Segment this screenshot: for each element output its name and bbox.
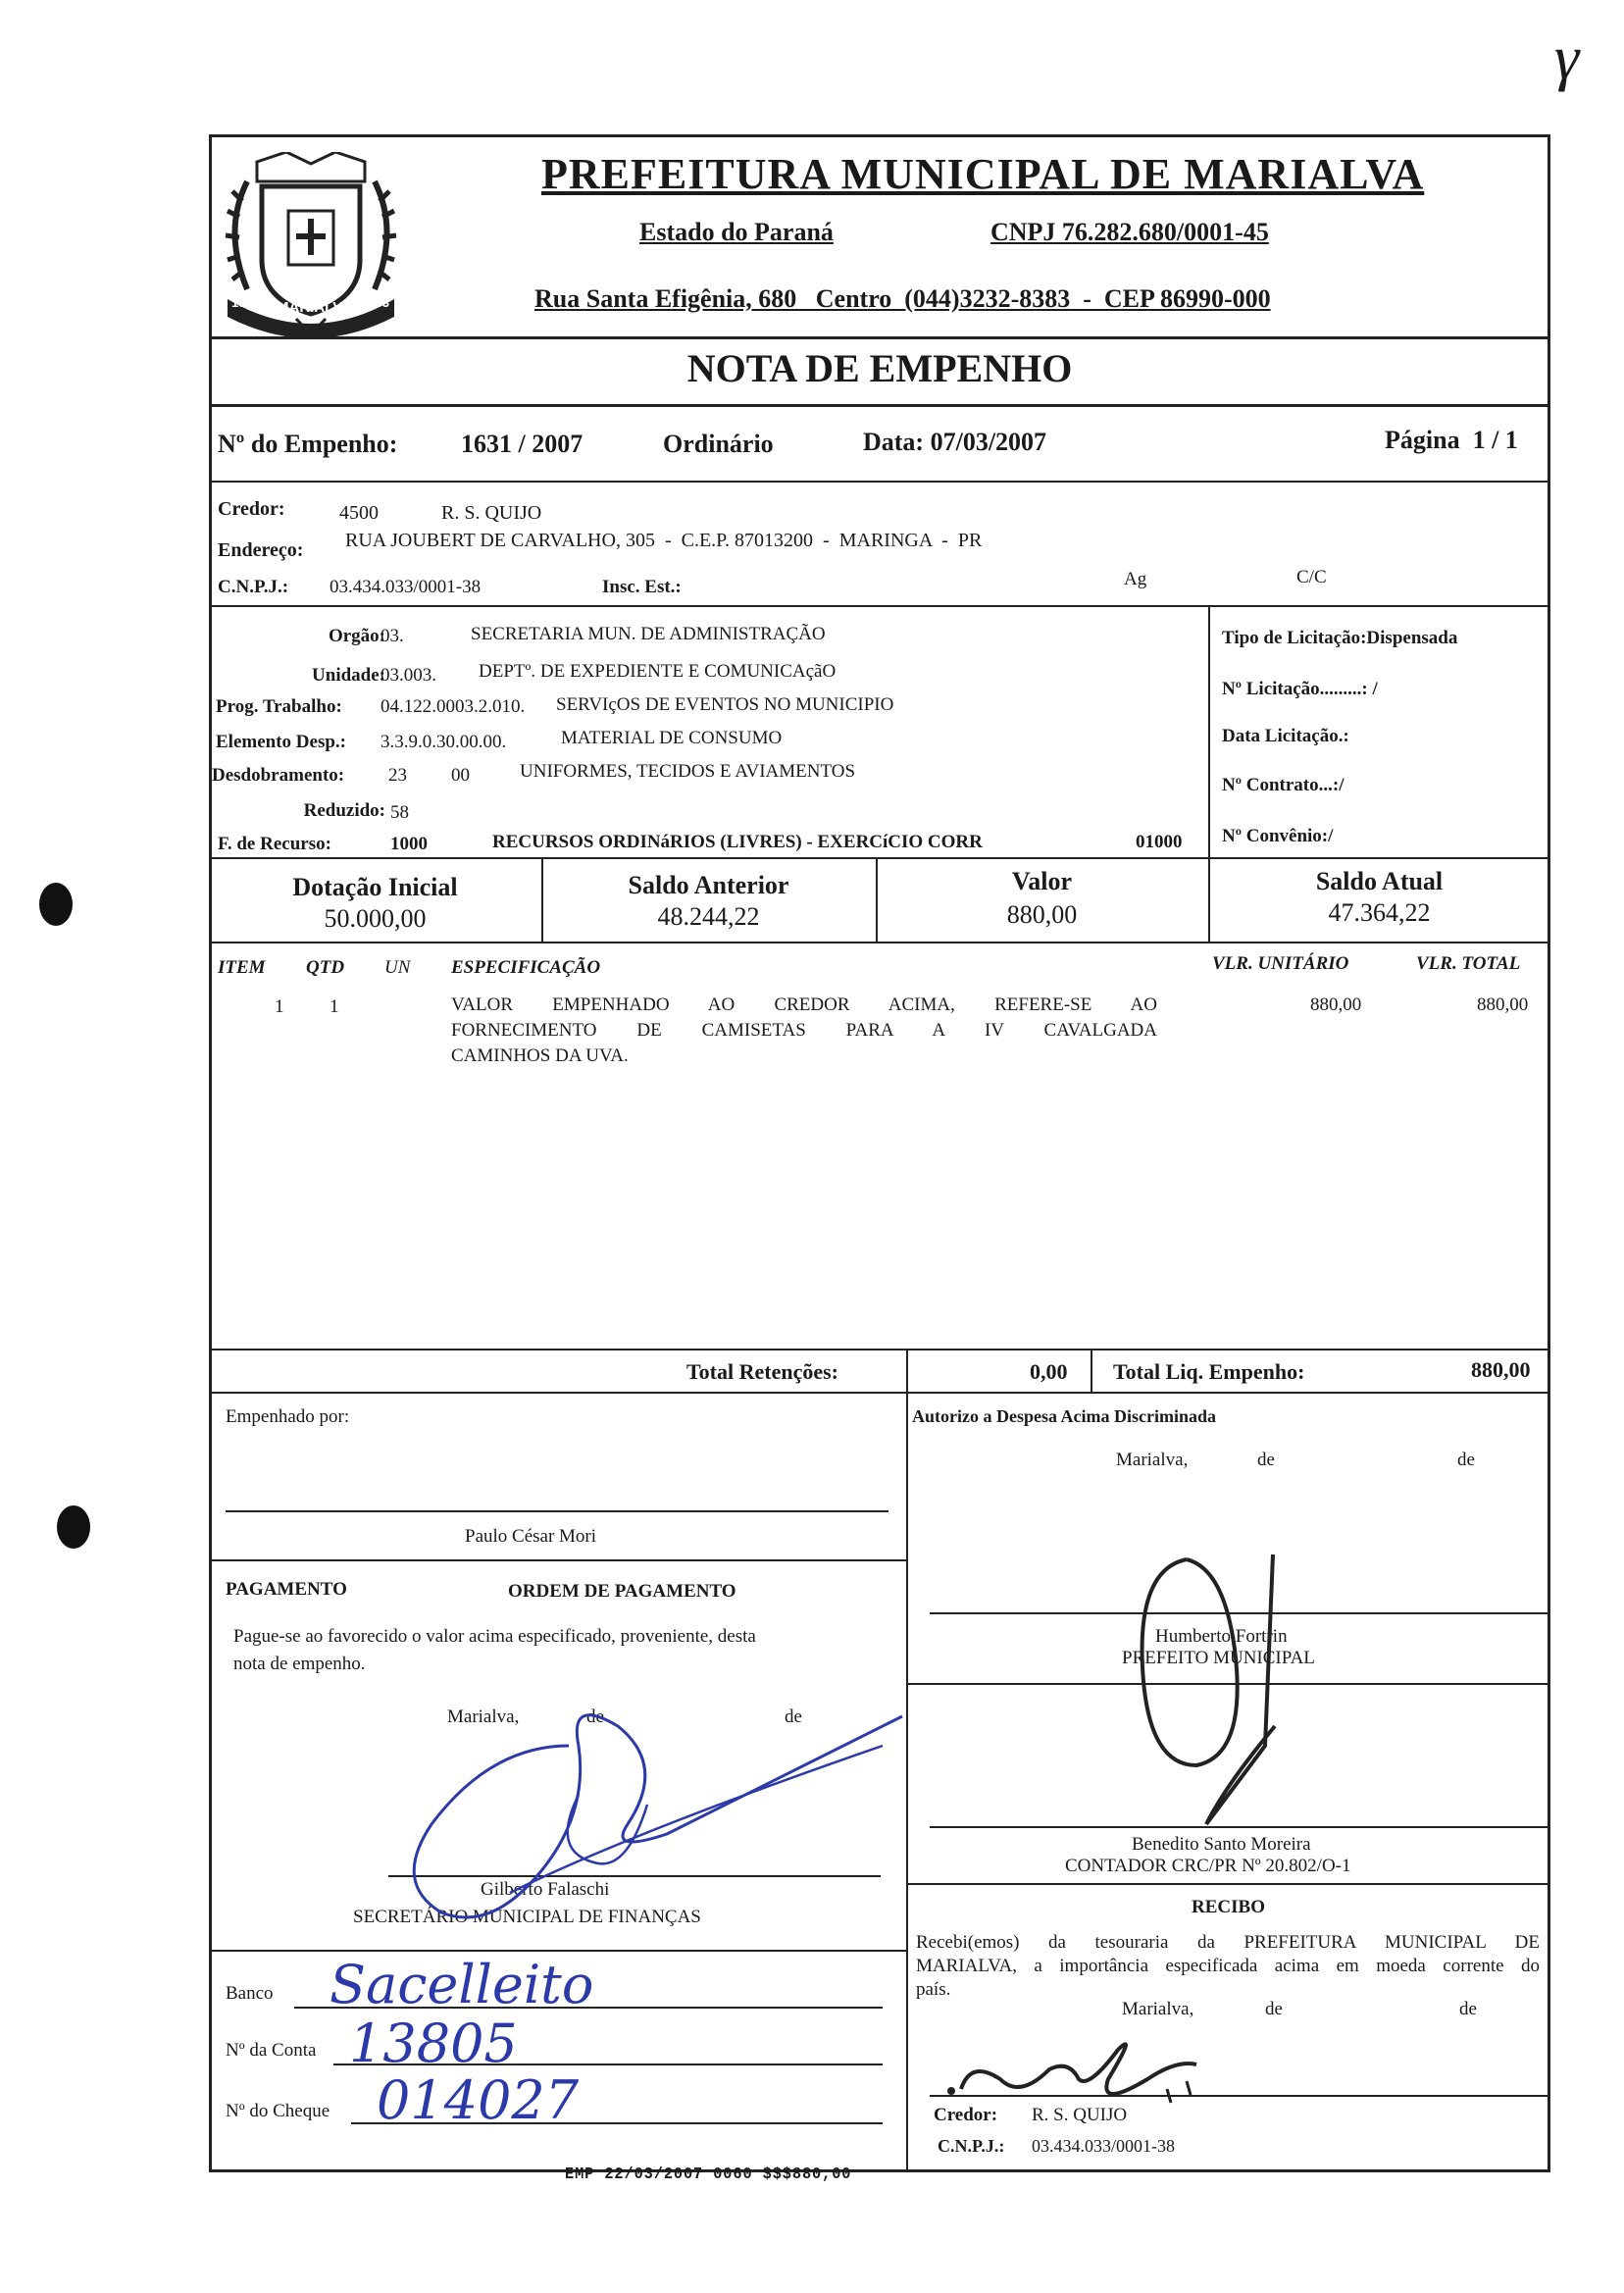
orgao-label: Orgão: [328,626,385,646]
autorizo-de1: de [1257,1450,1275,1470]
recibo-credor-label: Credor: [934,2105,998,2125]
divider [209,605,1550,607]
divider [209,336,1550,339]
banco-label: Banco [226,1983,274,2004]
total-retencoes-label: Total Retenções: [686,1359,838,1384]
row-qtd: 1 [330,996,339,1017]
row-unit-value: 880,00 [1310,994,1362,1015]
row-total-value: 880,00 [1477,994,1529,1015]
prog-trabalho-label: Prog. Trabalho: [216,696,342,717]
saldo-anterior-value: 48.244,22 [657,902,760,931]
row-item: 1 [275,996,284,1017]
cnpj-label: C.N.P.J.: [218,577,289,597]
divider [209,404,1550,407]
empenhado-label: Empenhado por: [226,1406,350,1427]
empenho-number: 1631 / 2007 [461,430,584,458]
recurso-label: F. de Recurso: [218,834,331,854]
pagamento-label: PAGAMENTO [226,1579,347,1600]
row-spec-line-2: FORNECIMENTO DE CAMISETAS PARA A IV CAVALGADA [451,1020,1157,1041]
header-cnpj: CNPJ 76.282.680/0001-45 [990,218,1269,246]
divider [906,1883,1550,1885]
total-liquido-label: Total Liq. Empenho: [1113,1359,1305,1384]
credor-code: 4500 [339,502,379,524]
divider [209,1950,906,1952]
divider [209,1559,906,1561]
divider [1208,605,1210,857]
desdobramento-code2: 00 [451,765,470,786]
prog-trabalho-code: 04.122.0003.2.010. [381,696,526,717]
empenho-kind: Ordinário [663,430,774,458]
prefeito-name: Humberto Fortrin [1155,1626,1288,1647]
desdobramento-desc: UNIFORMES, TECIDOS E AVIAMENTOS [520,761,856,782]
saldo-atual-value: 47.364,22 [1328,898,1431,927]
orgao-desc: SECRETARIA MUN. DE ADMINISTRAÇÃO [471,624,826,644]
header-title: PREFEITURA MUNICIPAL DE MARIALVA [541,150,1425,198]
col-header-un: UN [384,957,411,978]
conta-label: Nº da Conta [226,2040,317,2061]
recibo-de2: de [1459,1999,1477,2019]
recibo-cnpj: 03.434.033/0001-38 [1032,2136,1175,2156]
dotacao-inicial-label: Dotação Inicial [292,873,458,901]
prefeito-signature [1128,1550,1304,1844]
doc-title: NOTA DE EMPENHO [686,346,1073,390]
crest-logo [218,152,404,336]
page-number: Página 1 / 1 [1385,426,1518,454]
col-header-total-value: VLR. TOTAL [1416,953,1521,974]
crest-banner-text: MARIALVA [277,299,352,316]
secretario-signature [373,1687,922,1942]
conta-handwritten: 13805 [349,2013,518,2074]
crest-year-left: 1951 [231,295,260,310]
cc-label: C/C [1296,567,1327,587]
elemento-code: 3.3.9.0.30.00.00. [381,732,507,752]
row-spec-line-3: CAMINHOS DA UVA. [451,1045,629,1066]
pagamento-de2: de [785,1707,802,1727]
contador-name: Benedito Santo Moreira [1132,1834,1311,1855]
numero-licitacao: Nº Licitação.........: / [1222,679,1378,699]
secretario-name: Gilberto Falaschi [481,1879,610,1900]
total-retencoes-value: 0,00 [1030,1359,1068,1384]
divider [209,942,1550,943]
empenhado-name: Paulo César Mori [465,1526,597,1547]
credor-label: Credor: [218,498,285,520]
recibo-credor-name: R. S. QUIJO [1032,2105,1128,2125]
recurso-desc: RECURSOS ORDINáRIOS (LIVRES) - EXERCíCIO CORR [492,832,983,852]
unidade-label: Unidade: [312,665,385,686]
col-header-item: ITEM [218,957,266,978]
desdobramento-label: Desdobramento: [212,765,345,786]
header-address: Rua Santa Efigênia, 680 Centro (044)3232-8383 - CEP 86990-000 [534,284,1271,313]
divider [906,1349,908,1392]
data-licitacao: Data Licitação.: [1222,726,1349,746]
recibo-title: RECIBO [1192,1897,1265,1917]
contador-role: CONTADOR CRC/PR Nº 20.802/O-1 [1065,1856,1351,1876]
desdobramento-code1: 23 [388,765,407,786]
punch-hole-top [39,883,73,926]
recurso-code2: 01000 [1136,832,1183,852]
total-liquido-value: 880,00 [1471,1357,1531,1382]
valor-value: 880,00 [1006,900,1078,929]
recibo-place: Marialva, [1122,1999,1194,2019]
recibo-signature [941,2020,1236,2128]
ag-label: Ag [1124,569,1147,589]
divider [209,1392,1550,1394]
autorizo-de2: de [1457,1450,1475,1470]
row-spec-line-1: VALOR EMPENHADO AO CREDOR ACIMA, REFERE-SE AO [451,994,1157,1015]
col-header-spec: ESPECIFICAÇÃO [451,957,601,978]
saldo-atual-label: Saldo Atual [1315,867,1444,895]
header-state: Estado do Paraná [639,218,834,246]
autorizo-label: Autorizo a Despesa Acima Discriminada [912,1406,1216,1426]
credor-name: R. S. QUIJO [441,502,542,524]
numero-convenio: Nº Convênio:/ [1222,826,1334,846]
pagamento-de1: de [586,1707,604,1727]
recibo-de1: de [1265,1999,1283,2019]
numero-contrato: Nº Contrato...:/ [1222,775,1345,795]
divider [209,481,1550,483]
signature-line [226,1510,888,1512]
credor-cnpj: 03.434.033/0001-38 [330,577,482,597]
prefeito-role: PREFEITO MUNICIPAL [1122,1648,1315,1668]
cheque-handwritten: 014027 [377,2069,580,2131]
elemento-label: Elemento Desp.: [216,732,346,752]
elemento-desc: MATERIAL DE CONSUMO [561,728,783,748]
unidade-code: 03.003. [381,665,436,686]
orgao-code: 03. [381,626,404,646]
tipo-licitacao: Tipo de Licitação:Dispensada [1222,628,1458,648]
unidade-desc: DEPTº. DE EXPEDIENTE E COMUNICAçãO [479,661,837,682]
recurso-code: 1000 [390,834,428,854]
divider [1091,1349,1092,1392]
punch-hole-bottom [57,1505,90,1549]
autorizo-place: Marialva, [1116,1450,1189,1470]
machine-stamp: EMP 22/03/2007 0060 $$$880,00 [565,2166,852,2184]
divider [209,1349,1550,1350]
prog-trabalho-desc: SERVIçOS DE EVENTOS NO MUNICIPIO [556,694,894,715]
banco-handwritten: Sacelleito [330,1954,594,2015]
recibo-text-line-3: país. [916,1979,951,2000]
empenho-date: Data: 07/03/2007 [863,428,1047,456]
dotacao-inicial-value: 50.000,00 [324,904,427,933]
insc-est-label: Insc. Est.: [602,577,682,597]
pagamento-text-line-2: nota de empenho. [233,1654,366,1674]
divider [209,857,1550,859]
credor-address: RUA JOUBERT DE CARVALHO, 305 - C.E.P. 87013200 - MARINGA - PR [345,530,983,551]
crest-year-right: 1953 [361,295,389,310]
recibo-text-line-1: Recebi(emos) da tesouraria da PREFEITURA MUNICIPAL DE [916,1932,1540,1953]
secretario-role: SECRETÁRIO MUNICIPAL DE FINANÇAS [353,1907,701,1927]
pagamento-place: Marialva, [447,1707,520,1727]
recibo-cnpj-label: C.N.P.J.: [938,2136,1005,2156]
valor-label: Valor [1011,867,1073,895]
pagamento-text-line-1: Pague-se ao favorecido o valor acima especificado, proveniente, desta [233,1626,756,1647]
saldo-anterior-label: Saldo Anterior [628,871,789,899]
address-label: Endereço: [218,539,304,561]
cheque-label: Nº do Cheque [226,2101,330,2121]
empenho-number-label: Nº do Empenho: [218,430,398,458]
col-header-qtd: QTD [306,957,345,978]
reduzido-label: Reduzido: [303,800,385,821]
ordem-pagamento-label: ORDEM DE PAGAMENTO [508,1581,736,1602]
corner-handwritten-mark: γ [1554,23,1580,92]
col-header-unit-value: VLR. UNITÁRIO [1212,953,1349,974]
recibo-text-line-2: MARIALVA, a importância especificada acima em moeda corrente do [916,1956,1540,1976]
reduzido-code: 58 [390,802,409,823]
